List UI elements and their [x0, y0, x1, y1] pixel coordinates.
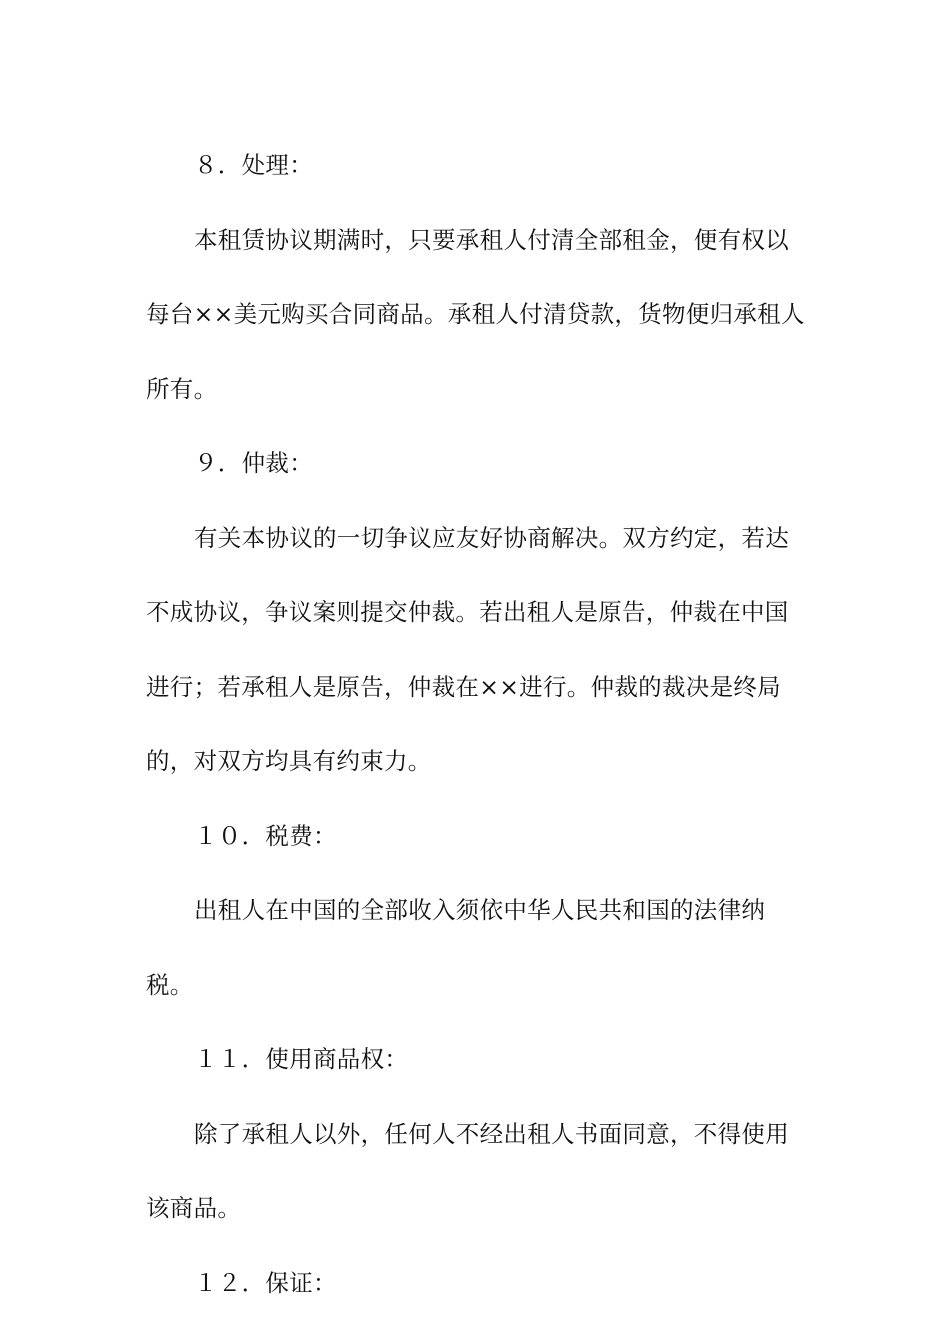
paragraph-arbitration: 有关本协议的一切争议应友好协商解决。双方约定，若达不成协议，争议案则提交仲裁。若出租人是原告，仲裁在中国进行；若承租人是原告，仲裁在××进行。仲裁的裁决是终局的，对双方均具有约束力。: [146, 523, 789, 775]
paragraph-disposal: 本租赁协议期满时，只要承租人付清全部租金，便有权以每台××美元购买合同商品。承租人付清贷款，货物便归承租人所有。: [146, 225, 805, 403]
section-heading-guarantee: １２．保证：: [194, 1268, 337, 1297]
paragraph-taxes: 出租人在中国的全部收入须依中华人民共和国的法律纳税。: [146, 896, 766, 999]
document-body: [146, 128, 810, 1320]
paragraph-usage-rights: 除了承租人以外，任何人不经出租人书面同意，不得使用该商品。: [146, 1119, 789, 1222]
section-heading-usage-rights: １１．使用商品权：: [194, 1045, 409, 1073]
section-heading-taxes: １０．税费：: [194, 821, 337, 850]
section-heading-disposal: ８．处理：: [194, 151, 313, 179]
section-heading-arbitration: ９．仲裁：: [194, 449, 313, 477]
